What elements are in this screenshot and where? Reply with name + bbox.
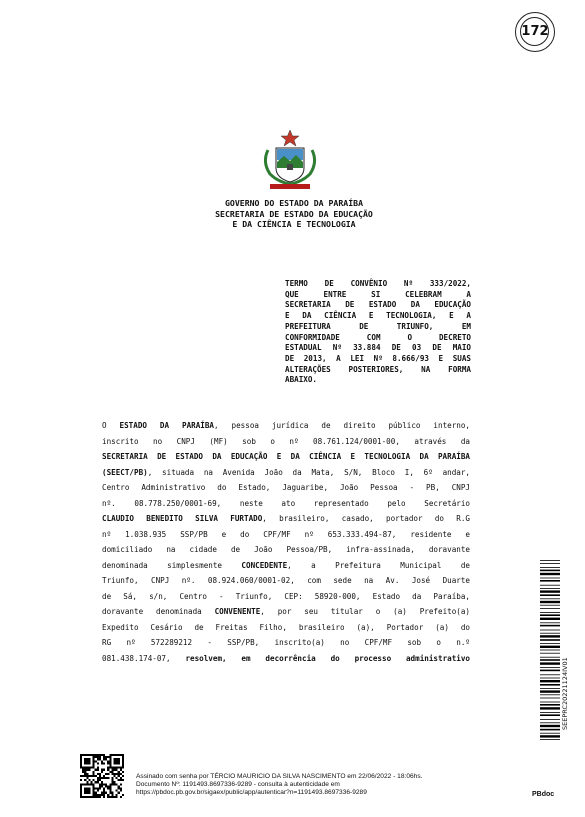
- agreement-body: [102, 418, 470, 666]
- summary-line: CONFORMIDADE COM O DECRETO: [285, 332, 471, 342]
- body-line: denominada simplesmente CONCEDENTE, a Prefeitura Municipal de: [102, 560, 470, 570]
- header-line-2: SECRETARIA DE ESTADO DA EDUCAÇÃO: [215, 208, 373, 219]
- document-number-line: Documento Nº: 1191493.8697336-9289 - consulta à autenticidade em: [136, 780, 340, 788]
- summary-line: E DA CIÊNCIA E TECNOLOGIA, E A: [285, 311, 471, 321]
- summary-line: QUE ENTRE SI CELEBRAM A: [285, 289, 471, 299]
- body-line: inscrito no CNPJ (MF) sob o nº 08.761.124/0001-00, através da: [102, 436, 470, 446]
- barcode-icon: [540, 560, 560, 740]
- seal-page-number: 172: [521, 24, 549, 39]
- body-line: nº 1.038.935 SSP/PB e do CPF/MF nº 653.333.494-87, residente e: [102, 529, 470, 539]
- signature-line: Assinado com senha por TÉRCIO MAURICIO DA SILVA NASCIMENTO em 22/06/2022 - 18:06hs.: [136, 773, 423, 780]
- body-line: RG nº 572289212 - SSP/PB, inscrito(a) no CPF/MF sob o n.º: [102, 638, 470, 647]
- coat-of-arms-icon: [260, 128, 320, 192]
- protocol-seal: [515, 12, 555, 52]
- agreement-summary: [285, 279, 471, 386]
- body-line: (SEECT/PB), situada na Avenida João da Mata, S/N, Bloco I, 6º andar,: [102, 467, 470, 477]
- qr-code-icon: [80, 754, 124, 798]
- body-line: domiciliado na cidade de João Pessoa/PB, infra-assinada, doravante: [102, 545, 470, 554]
- body-line: CLAUDIO BENEDITO SILVA FURTADO, brasileiro, casado, portador do R.G: [102, 514, 470, 523]
- pbdoc-logo: PBdoc: [532, 791, 555, 798]
- authentication-link[interactable]: https://pbdoc.pb.gov.br/sigaex/public/app/autenticar?n=1191493.8697336-9289: [136, 788, 367, 796]
- header-line-1: GOVERNO DO ESTADO DA PARAÍBA: [224, 198, 364, 208]
- summary-line: PREFEITURA DE TRIUNFO, EM: [285, 321, 471, 331]
- body-line: de Sá, s/n, Centro - Triunfo, CEP: 58920-000, Estado da Paraíba,: [102, 591, 470, 601]
- document-side-code: SEEPRC20221124IV01: [561, 657, 569, 730]
- summary-line: ESTADUAL Nº 33.884 DE 03 DE MAIO: [285, 343, 471, 353]
- body-line: O ESTADO DA PARAÍBA, pessoa jurídica de direito público interno,: [102, 421, 470, 430]
- body-line: 081.438.174-07, resolvem, em decorrência do processo administrativo: [102, 653, 470, 663]
- signature-footer: [136, 773, 496, 796]
- summary-line: TERMO DE CONVÊNIO Nº 333/2022,: [285, 279, 471, 288]
- summary-line: DE 2013, A LEI Nº 8.666/93 E SUAS: [285, 353, 471, 363]
- body-line: nº. 08.778.250/0001-69, neste ato representado pelo Secretário: [102, 498, 470, 508]
- header-line-3: E DA CIÊNCIA E TECNOLOGIA: [232, 219, 356, 229]
- summary-line: SECRETARIA DE ESTADO DA EDUCAÇÃO: [285, 300, 471, 310]
- body-line: Triunfo, CNPJ nº. 08.924.060/0001-02, com sede na Av. José Duarte: [102, 576, 470, 585]
- summary-line: ALTERAÇÕES POSTERIORES, NA FORMA: [285, 364, 471, 374]
- government-header: [196, 198, 392, 230]
- body-line: Expedito Cesário de Freitas Filho, brasileiro (a), Portador (a) do: [102, 622, 470, 632]
- body-line: Centro Administrativo do Estado, Jaguaribe, João Pessoa - PB, CNPJ: [102, 483, 470, 492]
- body-line: SECRETARIA DE ESTADO DA EDUCAÇÃO E DA CIÊNCIA E TECNOLOGIA DA PARAÍBA: [102, 452, 470, 461]
- summary-line: ABAIXO.: [285, 375, 318, 385]
- body-line: doravante denominada CONVENENTE, por seu titular o (a) Prefeito(a): [102, 607, 470, 616]
